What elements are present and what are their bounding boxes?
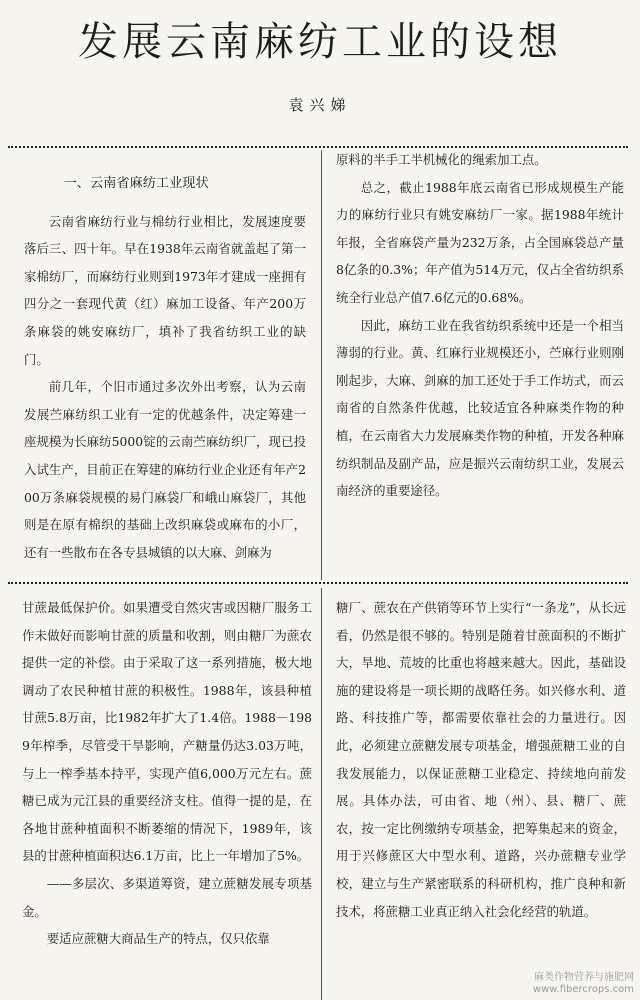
site-watermark — [533, 972, 634, 996]
lower-left-column — [22, 594, 312, 953]
paragraph: ——多层次、多渠道筹资，建立蔗糖发展专项基金。 — [22, 875, 312, 919]
author-name: 袁兴娣 — [288, 96, 352, 114]
paragraph: 因此，麻纺工业在我省纺织系统中还是一个相当薄弱的行业。黄、红麻行业规模还小，苎麻行业则刚刚起步，大麻、剑麻的加工还处于手工作坊式，而云南省的自然条件优越，比较适宜各种麻类作物的种植，在云南省大力发展麻类作物的种植，开发各种麻纺织制品及副产品，应是振兴云南纺织工业，发展云南经济的重要途径。 — [336, 317, 624, 499]
paragraph: 云南省麻纺行业与棉纺行业相比，发展速度要落后三、四十年。早在1938年云南省就盖起了第一家棉纺厂，而麻纺行业则到1973年才建成一座拥有四分之一套现代黄（红）麻加工设备、年产200万条麻袋的姚安麻纺厂，填补了我省纺织工业的缺门。 — [24, 213, 306, 367]
paragraph: 总之，截止1988年底云南省已形成规模生产能力的麻纺行业只有姚安麻纺厂一家。据1988年统计年报，全省麻袋产量为232万条，占全国麻袋总产量8亿条的0.3%；年产值为514万元，仅占全省纺织系统全行业总产值7.6亿元的0.68%。 — [336, 179, 624, 305]
section-heading: 一、云南省麻纺工业现状 — [63, 176, 209, 191]
page-title: 发展云南麻纺工业的设想 — [78, 19, 562, 65]
watermark-title: 麻类作物营养与施肥网 — [534, 972, 634, 983]
paragraph-continuation: 原料的半手工半机械化的绳索加工点。 — [336, 152, 547, 167]
column-divider-lower — [321, 588, 322, 1000]
dotted-divider-middle — [8, 582, 628, 584]
lower-right-column — [336, 594, 626, 925]
paragraph: 前几年，个旧市通过多次外出考察，认为云南发展苎麻纺织工业有一定的优越条件，决定筹建一座规模为长麻纺5000锭的云南苎麻纺织厂，现已投入试生产，目前正在筹建的麻纺行业企业还有年产200万条麻袋规模的易门麻袋厂和峨山麻袋厂，其他则是在原有棉织的基础上改织麻袋或麻布的小厂，还有一些散布在各专县城镇的以大麻、剑麻为 — [24, 379, 306, 560]
paragraph-continuation: 甘蔗最低保护价。如果遭受自然灾害或因糖厂服务工作未做好而影响甘蔗的质量和收割，则由糖厂为蔗农提供一定的补偿。由于采取了这一系列措施，极大地调动了农民种植甘蔗的积极性。1988年，该县种植甘蔗5.8万亩，比1982年扩大了1.4倍。1988－1989年榨季，尽管受干旱影响，产糖量仍达3.03万吨，与上一榨季基本持平，实现产值6,000万元左右。蔗糖已成为元江县的重要经济支柱。值得一提的是，在各地甘蔗种植面积不断萎缩的情况下，1989年，该县的甘蔗种植面积达6.1万亩，比上一年增加了5%。 — [22, 600, 312, 864]
upper-right-column — [336, 146, 624, 505]
paragraph-continuation: 糖厂、蔗农在产供销等环节上实行“一条龙”，从长远看，仍然是很不够的。特别是随着甘蔗面积的不断扩大，旱地、荒坡的比重也将越来越大。因此，基础设施的建设将是一项长期的战略任务。如兴修水利、道路、科技推广等，都需要依靠社会的力量进行。因此，必须建立蔗糖发展专项基金，增强蔗糖工业的自我发展能力，以保证蔗糖工业稳定、持续地向前发展。具体办法，可由省、地（州）、县、糖厂、蔗农，按一定比例缴纳专项基金，把筹集起来的资金，用于兴修蔗区大中型水利、道路，兴办蔗糖专业学校，建立与生产紧密联系的科研机构，推广良种和新技术，将蔗糖工业真正纳入社会化经营的轨道。 — [336, 600, 626, 919]
upper-left-column — [24, 162, 306, 566]
watermark-url: www.fibercrops.com — [532, 984, 634, 995]
column-divider-upper — [321, 150, 322, 580]
paragraph: 要适应蔗糖大商品生产的特点，仅只依靠 — [46, 931, 270, 947]
